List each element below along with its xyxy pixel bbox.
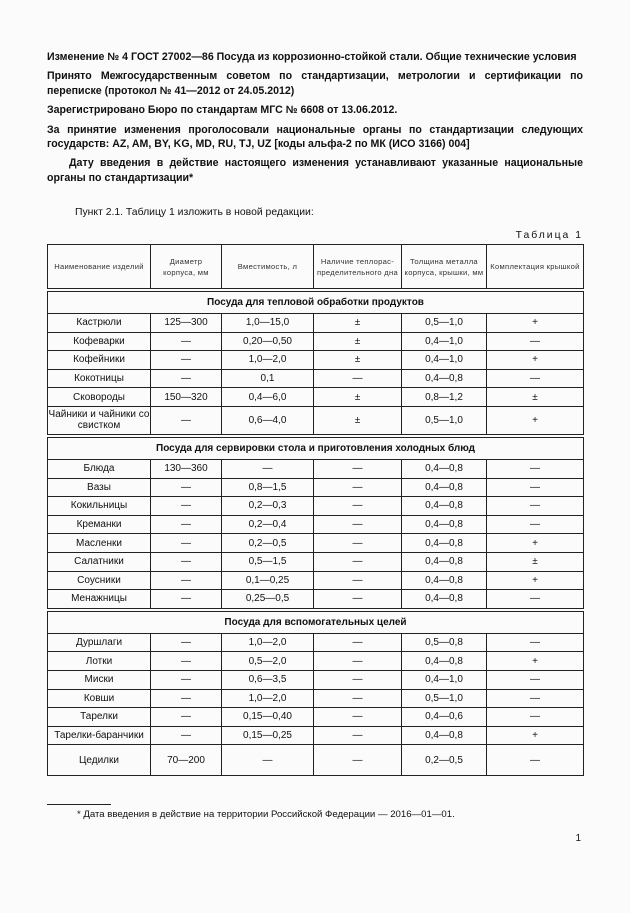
product-name-cell: Цедилки [48,745,151,776]
table-row [48,534,584,553]
table-cell: — [487,708,584,727]
table-row [48,351,584,370]
table-cell: 0,15—0,40 [222,708,314,727]
table-cell: 0,4—0,8 [402,534,487,553]
product-name-cell: Лотки [48,652,151,671]
table-cell: 0,5—0,8 [402,633,487,652]
table-cell: — [314,726,402,745]
product-name-cell: Кокильницы [48,497,151,516]
table-cell: + [487,314,584,333]
table-cell: 0,4—0,8 [402,369,487,388]
product-name-cell: Кастрюли [48,314,151,333]
table-cell: + [487,652,584,671]
table-cell: 0,2—0,5 [222,534,314,553]
table-cell: 0,2—0,5 [402,745,487,776]
table-cell: 125—300 [151,314,222,333]
table-cell: 0,4—6,0 [222,388,314,407]
registration-info: Зарегистрировано Бюро по стандартам МГС № 6608 от 13.06.2012. [47,104,398,117]
table-cell: — [487,670,584,689]
table-cell: — [314,369,402,388]
product-name-cell: Салатники [48,552,151,571]
section-title: Посуда для тепловой обработки продуктов [48,292,584,314]
product-name-cell: Тарелки-баранчики [48,726,151,745]
table-cell: — [151,708,222,727]
table-body [48,289,584,776]
table-cell: — [151,670,222,689]
table-cell: 0,4—0,8 [402,515,487,534]
voting-info: За принятие изменения проголосовали национальные органы по стандартизации следующих государств: AZ, AM, BY, KG, MD, RU, TJ, UZ [коды альфа-2 по МК (ИСО 3166) 004] [47,123,583,151]
table-cell: 70—200 [151,745,222,776]
table-cell: 1,0—2,0 [222,351,314,370]
column-header: Наличие теплорас-пределительного дна [314,245,402,289]
table-cell: + [487,351,584,370]
table-cell: ± [487,552,584,571]
table-cell: — [151,369,222,388]
table-row [48,459,584,478]
table-cell: 0,8—1,2 [402,388,487,407]
table-cell: 0,4—0,8 [402,726,487,745]
table-cell: 0,2—0,4 [222,515,314,534]
table-cell: 0,4—1,0 [402,351,487,370]
table-cell: 0,4—0,8 [402,652,487,671]
section-row [48,292,584,314]
table-cell: 1,0—2,0 [222,689,314,708]
section-row [48,437,584,459]
table-cell: — [151,726,222,745]
table-cell: + [487,406,584,434]
product-name-cell: Чайники и чайники со свистком [48,406,151,434]
table-cell: — [151,552,222,571]
table-cell: 0,5—1,0 [402,314,487,333]
effective-date-info: Дату введения в действие настоящего изменения устанавливают указанные национальные органы по стандартизации* [47,157,583,184]
product-name-cell: Кофеварки [48,332,151,351]
table-cell: 0,5—1,0 [402,406,487,434]
table-cell: — [487,745,584,776]
table-caption: Таблица 1 [515,230,583,241]
table-cell: ± [314,314,402,333]
product-name-cell: Тарелки [48,708,151,727]
table-row [48,689,584,708]
product-name-cell: Креманки [48,515,151,534]
table-cell: — [314,534,402,553]
table-cell: — [487,459,584,478]
table-cell: 150—320 [151,388,222,407]
product-name-cell: Масленки [48,534,151,553]
table-cell: 1,0—15,0 [222,314,314,333]
adoption-info: Принято Межгосударственным советом по стандартизации, метрологии и сертификации по переписке (протокол № 41—2012 от 24.05.2012) [47,70,583,97]
table-cell: + [487,534,584,553]
table-cell: 0,6—4,0 [222,406,314,434]
table-cell: — [151,351,222,370]
product-name-cell: Ковши [48,689,151,708]
table-cell: — [151,406,222,434]
table-cell: 0,4—0,8 [402,552,487,571]
table-cell: ± [314,406,402,434]
table-cell: 0,1—0,25 [222,571,314,590]
table-row [48,478,584,497]
section-row [48,611,584,633]
table-cell: — [151,497,222,516]
table-cell: — [151,571,222,590]
table-cell: — [314,590,402,609]
table-cell: — [314,745,402,776]
table-row [48,652,584,671]
products-table [47,244,584,776]
table-row [48,745,584,776]
table-row [48,314,584,333]
table-cell: — [151,478,222,497]
table-cell: + [487,571,584,590]
table-cell: — [151,633,222,652]
column-header: Толщина металла корпуса, крышки, мм [402,245,487,289]
table-row [48,552,584,571]
footnote-separator [47,804,111,805]
table-cell: — [314,515,402,534]
table-cell: 0,4—0,8 [402,459,487,478]
product-name-cell: Кокотницы [48,369,151,388]
table-cell: — [314,708,402,727]
table-cell: 0,5—1,0 [402,689,487,708]
table-cell: ± [487,388,584,407]
table-row [48,497,584,516]
column-header: Комплектация крышкой [487,245,584,289]
table-cell: 130—360 [151,459,222,478]
table-cell: 0,5—1,5 [222,552,314,571]
table-cell: 0,4—0,6 [402,708,487,727]
table-row [48,571,584,590]
table-cell: — [151,515,222,534]
table-cell: — [151,689,222,708]
table-cell: 0,4—1,0 [402,332,487,351]
table-row [48,633,584,652]
table-row [48,590,584,609]
table-cell: — [151,332,222,351]
table-cell: — [151,534,222,553]
table-cell: 0,4—0,8 [402,590,487,609]
table-cell: — [314,478,402,497]
table-cell: — [487,369,584,388]
table-cell: — [314,689,402,708]
table-cell: 0,8—1,5 [222,478,314,497]
table-row [48,406,584,434]
column-header: Диаметр корпуса, мм [151,245,222,289]
table-cell: — [314,552,402,571]
section-title: Посуда для вспомогательных целей [48,611,584,633]
table-cell: 0,4—0,8 [402,478,487,497]
table-cell: — [222,459,314,478]
table-cell: ± [314,332,402,351]
table-cell: ± [314,351,402,370]
table-cell: — [151,590,222,609]
table-cell: — [487,590,584,609]
product-name-cell: Вазы [48,478,151,497]
table-cell: — [151,652,222,671]
table-row [48,670,584,689]
table-cell: ± [314,388,402,407]
table-cell: — [222,745,314,776]
column-header: Вместимость, л [222,245,314,289]
table-row [48,388,584,407]
table-cell: — [487,633,584,652]
product-name-cell: Миски [48,670,151,689]
table-cell: — [314,459,402,478]
table-cell: — [314,670,402,689]
table-cell: 0,4—0,8 [402,497,487,516]
table-row [48,726,584,745]
product-name-cell: Блюда [48,459,151,478]
product-name-cell: Кофейники [48,351,151,370]
table-cell: + [487,726,584,745]
table-cell: 0,5—2,0 [222,652,314,671]
clause-instruction: Пункт 2.1. Таблицу 1 изложить в новой редакции: [75,207,314,218]
section-title: Посуда для сервировки стола и приготовления холодных блюд [48,437,584,459]
product-name-cell: Менажницы [48,590,151,609]
table-cell: — [314,652,402,671]
table-row [48,369,584,388]
table-cell: 0,6—3,5 [222,670,314,689]
table-cell: 0,25—0,5 [222,590,314,609]
table-cell: 0,20—0,50 [222,332,314,351]
table-cell: — [314,571,402,590]
table-cell: — [487,478,584,497]
table-row [48,515,584,534]
table-cell: — [487,497,584,516]
product-name-cell: Соусники [48,571,151,590]
table-cell: 0,2—0,3 [222,497,314,516]
table-cell: — [487,515,584,534]
table-header-row [48,245,584,289]
table-cell: — [314,633,402,652]
column-header: Наименование изделий [48,245,151,289]
table-cell: 0,4—0,8 [402,571,487,590]
table-cell: — [487,689,584,708]
table-row [48,708,584,727]
product-name-cell: Сковороды [48,388,151,407]
table-row [48,332,584,351]
table-cell: — [487,332,584,351]
table-cell: — [314,497,402,516]
amendment-header [47,50,583,190]
product-name-cell: Дуршлаги [48,633,151,652]
table-cell: 0,15—0,25 [222,726,314,745]
amendment-title: Изменение № 4 ГОСТ 27002—86 Посуда из коррозионно-стойкой стали. Общие технические условия [47,51,577,63]
table-cell: 1,0—2,0 [222,633,314,652]
page-number: 1 [575,833,581,844]
footnote: * Дата введения в действие на территории Российской Федерации — 2016—01—01. [77,809,455,820]
table-cell: 0,1 [222,369,314,388]
table-cell: 0,4—1,0 [402,670,487,689]
